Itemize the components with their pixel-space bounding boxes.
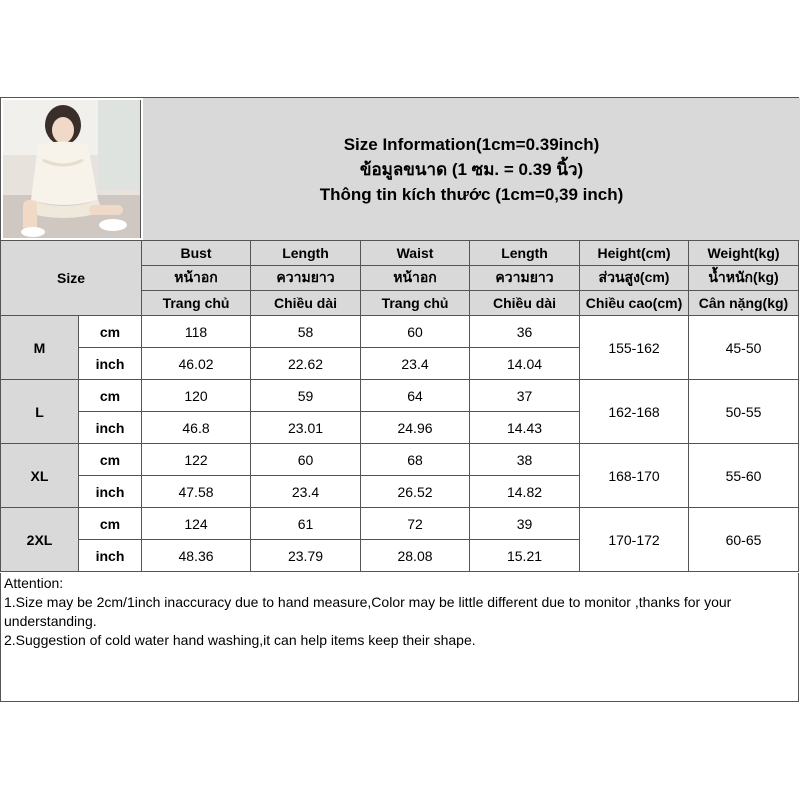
attention-line-1: 1.Size may be 2cm/1inch inaccuracy due to hand measure,Color may be little different due to monitor ,thanks for your understanding. [4,594,732,629]
length-cm: 60 [251,444,361,476]
header-bust-vi: Trang chủ [142,291,251,316]
length-cm: 61 [251,508,361,540]
unit-cell: inch [79,412,142,444]
height-cell: 170-172 [580,508,689,572]
height-cell: 162-168 [580,380,689,444]
header-waist-vi: Trang chủ [361,291,470,316]
unit-cell: inch [79,348,142,380]
height-cell: 168-170 [580,444,689,508]
waist-inch: 23.4 [361,348,470,380]
length-2-cm: 36 [470,316,580,348]
title-english: Size Information(1cm=0.39inch) [343,135,600,154]
header-weight-thai: น้ำหนัก(kg) [689,266,799,291]
table-row [1,444,799,476]
height-cell: 155-162 [580,316,689,380]
length-inch: 23.01 [251,412,361,444]
header-length-2-vi: Chiều dài [470,291,580,316]
bust-cm: 118 [142,316,251,348]
header-weight-vi: Cân nặng(kg) [689,291,799,316]
bust-inch: 47.58 [142,476,251,508]
size-cell: 2XL [1,508,79,572]
header-row-english [1,241,799,266]
header-length-thai: ความยาว [251,266,361,291]
attention-heading: Attention: [4,575,64,591]
length-cm: 59 [251,380,361,412]
header-length-2-thai: ความยาว [470,266,580,291]
weight-cell: 55-60 [689,444,799,508]
length-inch: 22.62 [251,348,361,380]
header-length: Length [251,241,361,266]
waist-cm: 68 [361,444,470,476]
bust-cm: 120 [142,380,251,412]
length-inch: 23.4 [251,476,361,508]
unit-cell: cm [79,444,142,476]
bust-cm: 124 [142,508,251,540]
unit-cell: cm [79,508,142,540]
bust-inch: 48.36 [142,540,251,572]
waist-inch: 28.08 [361,540,470,572]
header-height-vi: Chiều cao(cm) [580,291,689,316]
size-table [0,240,799,572]
waist-cm: 60 [361,316,470,348]
length-2-inch: 14.04 [470,348,580,380]
size-chart [0,97,800,703]
length-2-inch: 14.43 [470,412,580,444]
waist-cm: 72 [361,508,470,540]
header-length-2: Length [470,241,580,266]
bust-cm: 122 [142,444,251,476]
attention-note [0,573,799,702]
header-weight: Weight(kg) [689,241,799,266]
unit-cell: inch [79,476,142,508]
unit-cell: cm [79,316,142,348]
length-2-cm: 39 [470,508,580,540]
waist-inch: 26.52 [361,476,470,508]
length-2-inch: 14.82 [470,476,580,508]
size-chart-titles [143,98,800,241]
length-cm: 58 [251,316,361,348]
attention-line-2: 2.Suggestion of cold water hand washing,it can help items keep their shape. [4,632,476,648]
length-2-cm: 37 [470,380,580,412]
title-thai: ข้อมูลขนาด (1 ซม. = 0.39 นิ้ว) [359,160,584,179]
header-length-vi: Chiều dài [251,291,361,316]
product-photo [3,100,141,238]
weight-cell: 50-55 [689,380,799,444]
length-2-cm: 38 [470,444,580,476]
size-cell: L [1,380,79,444]
table-row [1,508,799,540]
table-row [1,380,799,412]
waist-cm: 64 [361,380,470,412]
size-chart-banner [0,97,799,240]
table-row [1,316,799,348]
header-bust: Bust [142,241,251,266]
header-waist-thai: หน้าอก [361,266,470,291]
unit-cell: cm [79,380,142,412]
waist-inch: 24.96 [361,412,470,444]
bust-inch: 46.02 [142,348,251,380]
size-cell: M [1,316,79,380]
size-cell: XL [1,444,79,508]
title-vietnamese: Thông tin kích thước (1cm=0,39 inch) [319,185,624,204]
length-2-inch: 15.21 [470,540,580,572]
header-height-thai: ส่วนสูง(cm) [580,266,689,291]
bust-inch: 46.8 [142,412,251,444]
weight-cell: 45-50 [689,316,799,380]
header-height: Height(cm) [580,241,689,266]
size-column-header: Size [1,241,142,316]
weight-cell: 60-65 [689,508,799,572]
unit-cell: inch [79,540,142,572]
header-bust-thai: หน้าอก [142,266,251,291]
header-waist: Waist [361,241,470,266]
length-inch: 23.79 [251,540,361,572]
